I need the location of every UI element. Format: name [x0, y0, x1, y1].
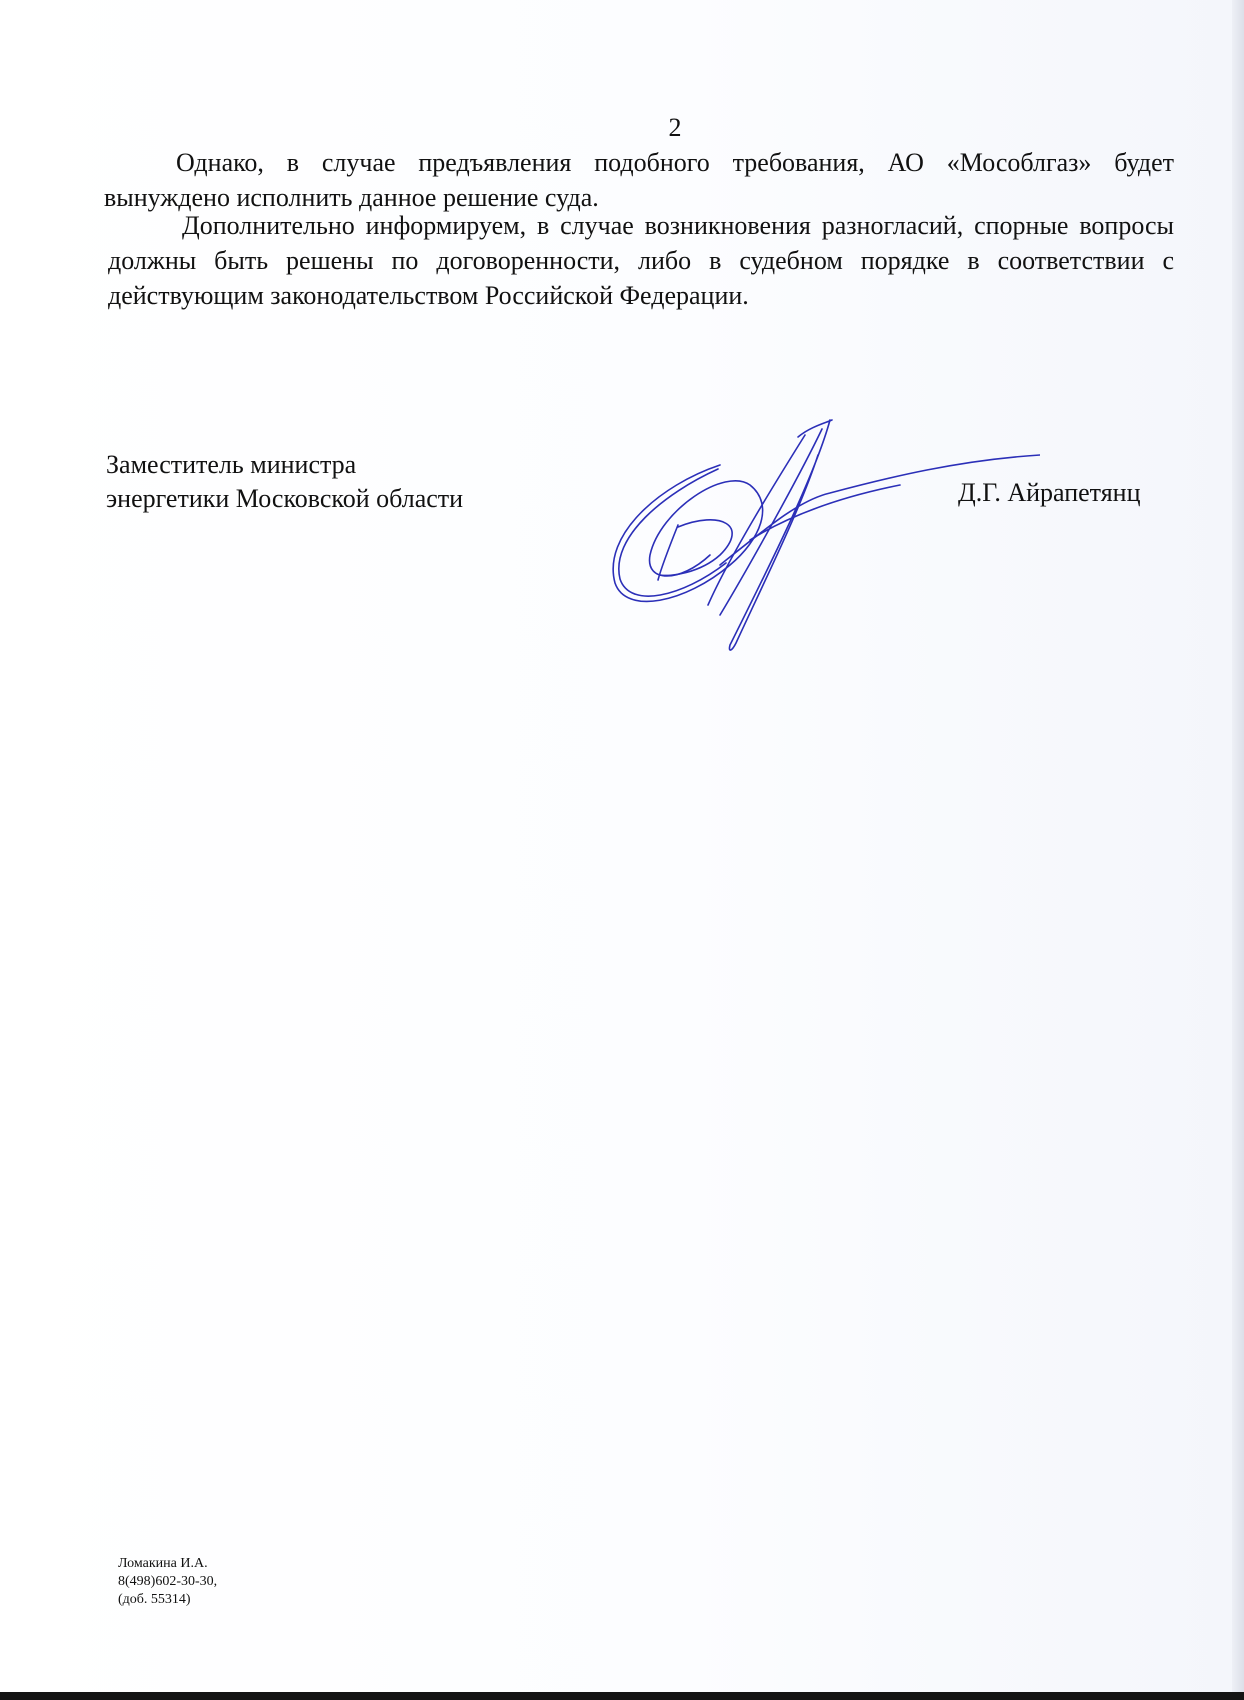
executor-phone: 8(498)602-30-30, — [118, 1574, 218, 1589]
scan-bottom-edge — [0, 1692, 1244, 1700]
signatory-name: Д.Г. Айрапетянц — [958, 478, 1141, 507]
scan-edge-shade — [1232, 0, 1244, 1700]
body-paragraph-2 — [108, 208, 1174, 313]
signatory-position-line-1: Заместитель министра — [106, 450, 357, 479]
page-number: 2 — [668, 113, 682, 142]
body-paragraph-2-text: Дополнительно информируем, в случае возникновения разногласий, спорные вопросы должны быть решены по договоренности, либо в судебном порядке в соответствии с действующим законодательством Российской Федерации. — [108, 211, 1174, 310]
body-paragraph-1 — [104, 145, 1174, 215]
handwritten-signature — [600, 415, 1040, 655]
signatory-position-line-2: энергетики Московской области — [106, 484, 464, 513]
body-paragraph-1-text: Однако, в случае предъявления подобного требования, АО «Мособлгаз» будет вынуждено исполнить данное решение суда. — [104, 148, 1174, 212]
signatory-position — [106, 448, 463, 516]
executor-extension: (доб. 55314) — [118, 1592, 191, 1607]
executor-block — [118, 1555, 217, 1609]
executor-name: Ломакина И.А. — [118, 1556, 208, 1571]
